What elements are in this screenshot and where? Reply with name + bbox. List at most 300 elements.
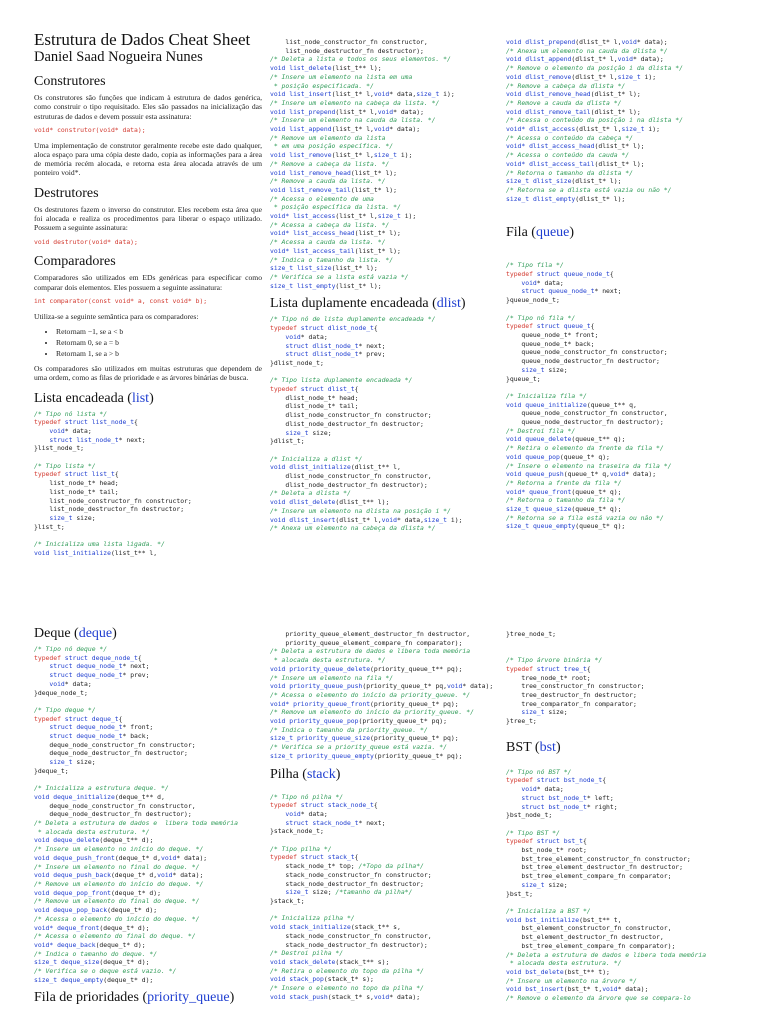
code-type: size_t: [506, 365, 545, 374]
code-line: [506, 296, 746, 305]
heading-bst-text: BST (: [506, 739, 540, 755]
code-line: [34, 410, 262, 419]
code-line: [506, 160, 746, 169]
comparator-signature: [34, 297, 262, 306]
code-text: (queue_t** q);: [571, 435, 626, 444]
code-type: void: [270, 992, 286, 1001]
code-line: [506, 38, 746, 47]
code-line: [270, 489, 502, 498]
code-line: [506, 177, 746, 186]
code-text: }queue_t;: [506, 374, 541, 383]
code-comment: /* Remove o elemento da árvore que se compara-lo: [506, 994, 691, 1003]
code-line: [34, 462, 262, 471]
code-text: i);: [396, 151, 413, 160]
code-comment: /* Inicializa uma lista ligada. */: [34, 540, 165, 549]
code-line: [270, 984, 506, 993]
code-type: deque_push_front: [49, 853, 115, 862]
code-text: (list_t** l,: [110, 548, 158, 557]
code-line: [270, 82, 502, 91]
code-line: [506, 630, 746, 639]
code-type: size_t: [506, 505, 530, 514]
code-text: * data,: [389, 90, 417, 99]
code-type: size_t: [270, 428, 309, 437]
code-type: size_t: [506, 708, 545, 717]
heading-deque-accent: deque: [78, 626, 113, 641]
code-text: dlist_node_t* tail;: [270, 402, 359, 411]
code-line: [506, 261, 746, 270]
code-type: size_t: [270, 751, 294, 760]
code-line: [506, 435, 746, 444]
code-text: (deque_t* d);: [95, 940, 146, 949]
code-text: dlist_node_t* head;: [270, 393, 359, 402]
code-type: priority_queue_empty: [293, 751, 374, 760]
code-line: [270, 498, 502, 507]
code-text: * data;: [536, 785, 564, 794]
code-line: [270, 116, 502, 125]
code-line: [506, 811, 746, 820]
code-line: [270, 516, 502, 525]
code-text: (deque_t* d);: [99, 923, 150, 932]
code-type: void: [270, 151, 286, 160]
code-type: dlist_size: [529, 177, 572, 186]
code-tree: [506, 630, 746, 726]
code-type: void: [377, 107, 394, 116]
heading-pilha-accent: stack: [306, 766, 336, 782]
code-type: void: [270, 717, 286, 726]
code-type: size_t: [423, 515, 448, 524]
code-type: queue_initialize: [521, 400, 587, 409]
code-text: list_node_destructor_fn destructor);: [270, 46, 424, 55]
code-text: }list_t;: [34, 522, 65, 531]
code-line: [270, 682, 506, 691]
code-comment: /* Insere um elemento no início do deque. */: [34, 845, 204, 854]
code-line: [34, 749, 266, 758]
heading-construtores: Construtores: [34, 74, 106, 89]
code-type: priority_queue_size: [293, 734, 371, 743]
heading-deque: [34, 626, 266, 642]
code-text: deque_node_destructor_fn destructor;: [34, 749, 188, 758]
code-line: [506, 977, 746, 986]
code-type: void: [602, 985, 618, 994]
code-type: queue_size: [529, 505, 572, 514]
code-comment: /* Remove a cauda da dlista */: [506, 98, 622, 107]
code-text: (bst_t** t);: [563, 967, 610, 976]
code-type: void: [34, 906, 50, 915]
code-type: deque_push_back: [49, 871, 111, 880]
code-text: * data,: [396, 515, 424, 524]
code-text: (list_t* l,: [331, 90, 374, 99]
code-line: [270, 350, 502, 359]
code-type: void: [506, 278, 537, 287]
heading-pq-accent: priority_queue: [147, 990, 230, 1006]
code-line: [270, 827, 506, 836]
code-line: [506, 837, 746, 846]
code-type: list_delete: [285, 64, 332, 73]
code-line: [34, 845, 266, 854]
heading-pq-close: ): [229, 990, 235, 1006]
code-type: void: [506, 470, 522, 479]
code-comment: /* Acessa o conteúdo da cauda */: [506, 151, 630, 160]
code-type: deque_delete: [49, 836, 100, 845]
code-text: (dlist_t* l,: [571, 72, 618, 81]
code-keyword: typedef: [506, 322, 533, 331]
code-keyword: typedef: [506, 664, 533, 673]
code-comment: /* Retorna o tamanho da fila */: [506, 496, 626, 505]
code-line: [270, 481, 502, 490]
code-type: size_t: [373, 151, 397, 160]
heading-fila-close: ): [569, 225, 575, 241]
code-line: [270, 949, 506, 958]
heading-dlist-accent: dlist: [436, 296, 461, 312]
code-type: void: [270, 515, 286, 524]
code-text: (priority_queue_t** pq);: [370, 664, 463, 673]
code-text: (dlist_t* l);: [594, 159, 645, 168]
code-type: list_size: [293, 264, 332, 273]
code-line: [34, 531, 262, 540]
code-line: [506, 994, 746, 1003]
code-line: [270, 880, 506, 889]
code-line: [270, 793, 506, 802]
code-type: void: [373, 125, 390, 134]
code-line: [506, 462, 746, 471]
code-comment: /* Inicializa fila */: [506, 391, 587, 400]
code-text: (queue_t* q);: [575, 522, 626, 531]
code-comment: * posição específica da lista. */: [270, 203, 401, 212]
code-line: [506, 427, 746, 436]
code-line: [506, 863, 746, 872]
code-line: [34, 784, 266, 793]
code-comment: /* Indica o tamanho do deque. */: [34, 949, 158, 958]
code-type: stack_delete: [285, 957, 336, 966]
code-text: stack_node_constructor_fn constructor;: [270, 870, 432, 879]
code-line: [34, 654, 266, 663]
code-text: * data;: [300, 809, 328, 818]
code-text: (dlist_t* l);: [590, 90, 641, 99]
code-text: (bst_t** t,: [579, 915, 622, 924]
code-line: [270, 203, 502, 212]
code-line: [270, 914, 506, 923]
code-line: [34, 427, 262, 436]
code-keyword: typedef: [34, 653, 61, 662]
code-text: (list_t* l,: [331, 151, 374, 160]
column-3-top: [506, 38, 746, 570]
code-type: struct dlist_node_t: [296, 324, 374, 333]
code-type: void: [270, 498, 286, 507]
code-line: [506, 418, 746, 427]
code-type: size_t: [270, 264, 294, 273]
code-type: struct bst_t: [532, 837, 583, 846]
code-line: [270, 717, 506, 726]
code-comment: /* Verifica se a lista está vazia */: [270, 272, 409, 281]
code-text: {: [354, 853, 359, 862]
code-text: (dlist_t* l);: [571, 177, 622, 186]
code-line: [270, 967, 506, 976]
column-2-top: [270, 38, 502, 570]
code-text: (queue_t* q);: [571, 505, 622, 514]
code-line: [270, 726, 506, 735]
code-text: bst_tree_element_destructor_fn destructor;: [506, 863, 683, 872]
code-line: [506, 134, 746, 143]
code-line: [506, 768, 746, 777]
code-type: size_t: [34, 758, 73, 767]
code-line: [506, 916, 746, 925]
code-line: [34, 470, 262, 479]
code-comment: * alocada desta estrutura. */: [270, 656, 386, 665]
code-line: [34, 706, 266, 715]
code-type: void: [34, 923, 50, 932]
code-text: (stack_t** s);: [335, 957, 390, 966]
code-type: size_t: [34, 514, 73, 522]
heading-lista-close: ): [149, 390, 154, 406]
code-text: {: [137, 653, 142, 662]
code-text: bst_element_constructor_fn constructor,: [506, 924, 672, 933]
destrutores-intro: Os destrutores fazem o inverso do construtor. Eles recebem esta área que foi alocada e realiza os procedimentos para liberar o espaço utilizado. Possuem a seguinte assinatura:: [34, 204, 262, 233]
heading-pilha-text: Pilha (: [270, 766, 307, 782]
code-type: struct list_node_t: [60, 418, 135, 427]
construtores-detail: Uma implementação de construtor geralmente recebe este dado qualquer, aloca espaço para uma cópia deste dado, copia as informações para a área de memória recém alocada, e retorna esta área alocada através de um ponteiro void*.: [34, 140, 262, 178]
code-dlist-part2: [506, 38, 746, 203]
code-type: list_insert: [285, 90, 332, 99]
code-type: size_t: [416, 90, 440, 99]
code-text: bst_tree_element_constructor_fn constructor;: [506, 854, 691, 863]
code-type: void: [506, 90, 522, 99]
code-type: void: [506, 125, 522, 134]
code-line: [506, 73, 746, 82]
construtores-intro: Os construtores são funções que indicam à estrutura de dados genérica, como construir o tipo requisitado. Eles são passados na inicialização das estruturas de dados e devem possuir esta assinatura:: [34, 93, 262, 121]
code-type: void: [34, 548, 50, 557]
code-type: struct list_t: [60, 470, 115, 479]
heading-dlist: [270, 296, 502, 312]
code-comment: /*tamanho da pilha*/: [335, 888, 413, 897]
code-comment: /* Deleta a estrutura de dados e libera toda memória: [270, 647, 471, 656]
code-line: [506, 846, 746, 855]
code-type: void: [270, 229, 286, 238]
code-type: void: [506, 435, 522, 444]
code-line: [506, 331, 746, 340]
code-line: [270, 630, 506, 639]
code-line: [506, 99, 746, 108]
code-text: }stack_t;: [270, 896, 305, 905]
heading-deque-close: ): [112, 626, 117, 641]
code-line: [270, 853, 506, 862]
code-text: (dlist_t** l);: [335, 498, 390, 507]
code-text: deque_node_destructor_fn destructor);: [34, 810, 192, 819]
code-type: dlist_delete: [285, 498, 336, 507]
code-type: * dlist_access_head: [521, 142, 595, 151]
code-line: [506, 64, 746, 73]
code-comment: /* Inicializa pilha */: [270, 914, 355, 923]
code-text: * front;: [122, 723, 154, 732]
code-line: [34, 453, 262, 462]
code-type: struct dlist_node_t: [270, 341, 359, 350]
code-line: [34, 732, 266, 741]
heading-dlist-text: Lista duplamente encadeada (: [270, 296, 437, 312]
code-line: [506, 674, 746, 683]
code-text: }bst_t;: [506, 889, 533, 898]
code-type: dlist_append: [521, 55, 572, 64]
code-line: [270, 871, 506, 880]
code-type: dlist_empty: [529, 194, 576, 203]
code-line: [506, 322, 746, 331]
code-comment: /* Inicializa a BST */: [506, 906, 591, 915]
code-line: [506, 401, 746, 410]
code-line: [34, 950, 266, 959]
code-text: (deque_t* d);: [107, 906, 158, 915]
code-type: void: [270, 185, 286, 194]
code-line: [34, 967, 266, 976]
code-text: queue_node_constructor_fn constructor;: [506, 348, 668, 357]
code-line: [506, 453, 746, 462]
code-line: [506, 700, 746, 709]
code-line: [34, 645, 266, 654]
code-text: (deque_t* d);: [110, 888, 161, 897]
code-comment: /* Retorna se a fila está vazia ou não */: [506, 513, 664, 522]
code-text: stack_node_destructor_fn destructor);: [270, 940, 428, 949]
code-comment: /* Insere um elemento na lista em uma: [270, 72, 413, 81]
code-line: [506, 959, 746, 968]
code-line: [270, 99, 502, 108]
code-comment: /* Remove um elemento do início da priority_queue. */: [270, 708, 474, 717]
code-type: dlist_insert: [285, 515, 336, 524]
code-text: {: [114, 470, 119, 479]
code-type: void: [506, 159, 522, 168]
code-line: [506, 907, 746, 916]
code-comment: /* Tipo pilha */: [270, 844, 332, 853]
code-text: }bst_node_t;: [506, 811, 553, 820]
code-line: [34, 662, 266, 671]
code-text: (list_t* l);: [350, 185, 397, 194]
code-line: [506, 985, 746, 994]
code-line: [270, 273, 502, 282]
code-line: [506, 279, 746, 288]
code-line: [506, 898, 746, 907]
code-text: (bst_t* t,: [563, 985, 603, 994]
code-type: void: [34, 853, 50, 862]
code-comment: /* Anexa um elemento na cauda da dlista */: [506, 46, 668, 55]
code-line: [34, 505, 262, 514]
code-line: [506, 366, 746, 375]
code-text: (queue_t** q,: [586, 400, 637, 409]
code-text: queue_node_constructor_fn constructor,: [506, 409, 668, 418]
code-comment: /* Remove um elemento do início do deque. */: [34, 879, 204, 888]
code-comment: /* Tipo lista */: [34, 461, 96, 470]
code-text: queue_node_destructor_fn destructor;: [506, 357, 660, 366]
code-comment: /* Remove um elemento da lista: [270, 133, 386, 142]
code-text: dlist_node_constructor_fn constructor,: [270, 472, 432, 481]
code-type: void: [506, 487, 522, 496]
code-type: size_t: [34, 975, 58, 984]
code-line: [270, 324, 502, 333]
code-line: [506, 803, 746, 812]
code-type: struct dlist_node_t: [270, 350, 359, 359]
code-text: * prev;: [358, 350, 386, 359]
code-line: [506, 357, 746, 366]
code-text: i);: [640, 72, 657, 81]
code-line: [270, 212, 502, 221]
code-line: [506, 479, 746, 488]
code-line: [270, 446, 502, 455]
code-type: void: [506, 38, 522, 46]
code-text: * data);: [389, 125, 421, 134]
code-comment: /* Indica o tamanho da priority_queue. */: [270, 725, 428, 734]
comparator-rule: • Retornam 1, se a > b: [56, 348, 262, 359]
code-line: [506, 169, 746, 178]
code-line: [506, 785, 746, 794]
code-line: [34, 976, 266, 985]
code-comment: /* Tipo fila */: [506, 261, 564, 270]
code-type: struct stack_t: [296, 853, 355, 862]
code-line: [34, 802, 266, 811]
code-text: * data);: [389, 992, 421, 1001]
code-line: [506, 409, 746, 418]
heading-pilha-close: ): [335, 766, 341, 782]
constructor-signature: [34, 126, 262, 135]
code-line: [34, 689, 266, 698]
code-type: void: [270, 699, 286, 708]
code-comment: /* Insere um elemento na árvore */: [506, 976, 637, 985]
code-keyword: typedef: [270, 801, 297, 810]
code-text: (priority_queue_t* pq,: [362, 682, 447, 691]
code-type: void: [34, 836, 50, 845]
code-type: dlist_remove_tail: [521, 107, 591, 116]
code-text: dlist_node_constructor_fn constructor;: [270, 411, 432, 420]
code-text: }dlist_node_t;: [270, 358, 324, 367]
code-text: (dlist_t* l);: [590, 107, 641, 116]
code-type: void: [506, 967, 522, 976]
code-type: size_t: [377, 212, 401, 221]
code-line: [34, 671, 266, 680]
code-type: void: [34, 426, 65, 435]
code-line: [270, 665, 506, 674]
code-keyword: typedef: [34, 418, 61, 427]
code-text: (deque_t* d);: [99, 958, 150, 967]
code-text: deque_node_constructor_fn constructor,: [34, 801, 196, 810]
code-text: list_node_t* tail;: [34, 487, 119, 496]
code-line: [270, 186, 502, 195]
code-line: [506, 195, 746, 204]
code-comment: /* Tipo nó lista */: [34, 409, 108, 418]
code-comment: /* Deleta a lista e todos os seus elementos. */: [270, 55, 451, 64]
code-type: void: [506, 785, 537, 794]
code-comment: /* Insere um elemento na cabeça da lista. */: [270, 98, 440, 107]
code-type: struct dlist_t: [296, 385, 355, 394]
code-comment: /* Acessa a cabeça da lista. */: [270, 220, 390, 229]
code-type: void: [34, 871, 50, 880]
code-line: [270, 975, 506, 984]
code-line: [270, 958, 506, 967]
heading-destrutores: Destrutores: [34, 185, 99, 201]
code-type: void: [506, 72, 522, 81]
code-type: void: [270, 809, 301, 818]
code-type: struct tree_t: [532, 664, 587, 673]
code-line: [270, 472, 502, 481]
code-line: [270, 90, 502, 99]
code-comment: /* Remove o elemento da posição i da dlista */: [506, 64, 683, 73]
code-comment: /* Tipo BST */: [506, 828, 560, 837]
code-comment: /* Inicializa a dlist */: [270, 454, 363, 463]
code-line: [270, 368, 502, 377]
code-text: * left;: [586, 793, 614, 802]
code-type: struct deque_t: [60, 714, 119, 723]
column-1-top: [34, 30, 262, 570]
code-text: (deque_t* d);: [103, 975, 154, 984]
code-type: deque_empty: [57, 975, 104, 984]
code-line: [506, 47, 746, 56]
code-line: [34, 479, 262, 488]
code-line: [34, 549, 262, 558]
column-2-bottom: [270, 630, 506, 1024]
code-type: void: [270, 64, 286, 73]
